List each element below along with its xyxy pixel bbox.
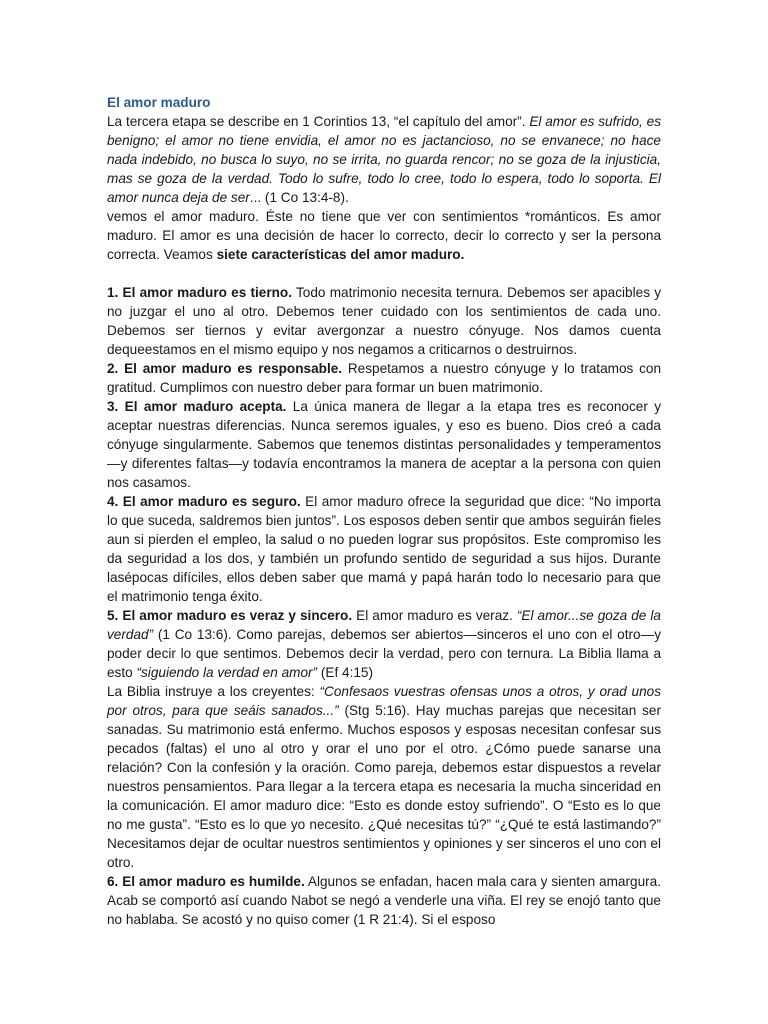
intro-paragraph bbox=[107, 112, 661, 207]
item-4 bbox=[107, 492, 661, 606]
paragraph-spacer bbox=[107, 264, 661, 283]
item-heading: 3. El amor maduro acepta. bbox=[107, 399, 287, 414]
item-text: El amor maduro es veraz. bbox=[352, 608, 517, 623]
item-2 bbox=[107, 359, 661, 397]
item-1 bbox=[107, 283, 661, 359]
bible-quote: “Confesaos vuestras ofensas unos a otros, y orad unos por otros, para que seáis sanados...” bbox=[107, 684, 661, 718]
bible-text: (Stg 5:16). Hay muchas parejas que necesitan ser sanadas. Su matrimonio está enfermo. Muchos esposos y esposas necesitan confesar sus pecados (faltas) el uno al otro y orar el uno por el otro. ¿Cómo puede sanarse una relación? Con la confesión y la oración. Como pareja, debemos estar dispuestos a revelar nuestros pensamientos. Para llegar a la tercera etapa es necesaria la mucha sinceridad en la comunicación. El amor maduro dice: “Esto es donde estoy sufriendo”. O “Esto es lo que no me gusta”. “Esto es lo que yo necesito. ¿Qué necesitas tú?” “¿Qué te está lastimando?” Necesitamos dejar de ocultar nuestros sentimientos y opiniones y ser sinceros el uno con el otro. bbox=[107, 703, 661, 870]
intro-text: La tercera etapa se describe en 1 Corintios 13, “el capítulo del amor”. bbox=[107, 114, 530, 129]
item-heading: 5. El amor maduro es veraz y sincero. bbox=[107, 608, 353, 623]
item-3 bbox=[107, 397, 661, 492]
definition-text: vemos el amor maduro. Éste no tiene que ver con sentimientos *románticos. Es amor maduro. El amor es una decisión de hacer lo correcto, decir lo correcto y ser la persona correcta. Veamos bbox=[107, 209, 661, 262]
item-text: (Ef 4:15) bbox=[317, 665, 374, 680]
item-6 bbox=[107, 872, 661, 929]
item-heading: 2. El amor maduro es responsable. bbox=[107, 361, 343, 376]
item-5 bbox=[107, 606, 661, 682]
bible-paragraph bbox=[107, 682, 661, 872]
item-text: El amor maduro ofrece la seguridad que dice: “No importa lo que suceda, saldremos bien juntos”. Los esposos deben sentir que ambos seguirán fieles aun si pierden el empleo, la salud o no pueden lograr sus propósitos. Este compromiso les da seguridad a los dos, y también un profundo sentido de seguridad a sus hijos. Durante lasépocas difíciles, ellos deben saber que mamá y papá harán todo lo necesario para que el matrimonio tenga éxito. bbox=[107, 494, 661, 604]
item-text: Algunos se enfadan, hacen mala cara y sienten amargura. Acab se comportó así cuando Nabot se negó a venderle una viña. El rey se enojó tanto que no hablaba. Se acostó y no quiso comer (1 R 21:4). Si el esposo bbox=[107, 874, 661, 927]
item-heading: 6. El amor maduro es humilde. bbox=[107, 874, 305, 889]
item-text: La única manera de llegar a la etapa tres es reconocer y aceptar nuestras diferencias. Nunca seremos iguales, y eso es bueno. Dios creó a cada cónyuge singularmente. Sabemos que tenemos distintas personalidades y temperamentos —y diferentes faltas—y todavía encontramos la manera de aceptar a la persona con quien nos casamos. bbox=[107, 399, 661, 490]
intro-reference: ... (1 Co 13:4-8). bbox=[249, 190, 349, 205]
item-text: (1 Co 13:6). Como parejas, debemos ser abiertos—sinceros el uno con el otro—y poder decir lo que sentimos. Debemos decir la verdad, pero con ternura. La Biblia llama a esto bbox=[107, 627, 661, 680]
item-text: Respetamos a nuestro cónyuge y lo tratamos con gratitud. Cumplimos con nuestro deber para formar un buen matrimonio. bbox=[107, 361, 662, 395]
item-quote: “siguiendo la verdad en amor” bbox=[136, 665, 318, 680]
item-heading: 1. El amor maduro es tierno. bbox=[107, 285, 293, 300]
intro-quote: El amor es sufrido, es benigno; el amor no tiene envidia, el amor no es jactancioso, no se envanece; no hace nada indebido, no busca lo suyo, no se irrita, no guarda rencor; no se goza de la injusticia, mas se goza de la verdad. Todo lo sufre, todo lo cree, todo lo espera, todo lo soporta. El amor nunca deja de ser bbox=[107, 114, 661, 205]
item-text: Todo matrimonio necesita ternura. Debemos ser apacibles y no juzgar el uno al otro. Debemos tener cuidado con los sentimientos de cada uno. Debemos ser tiernos y evitar avergonzar a nuestro cónyuge. Nos damos cuenta dequeestamos en el mismo equipo y nos negamos a criticarnos o destruirnos. bbox=[107, 285, 662, 357]
section-title: El amor maduro bbox=[107, 95, 211, 110]
definition-bold: siete características del amor maduro. bbox=[216, 247, 465, 262]
definition-paragraph bbox=[107, 207, 661, 264]
item-heading: 4. El amor maduro es seguro. bbox=[107, 494, 301, 509]
bible-text: La Biblia instruye a los creyentes: bbox=[107, 684, 320, 699]
item-quote: “El amor...se goza de la verdad” bbox=[107, 608, 661, 642]
